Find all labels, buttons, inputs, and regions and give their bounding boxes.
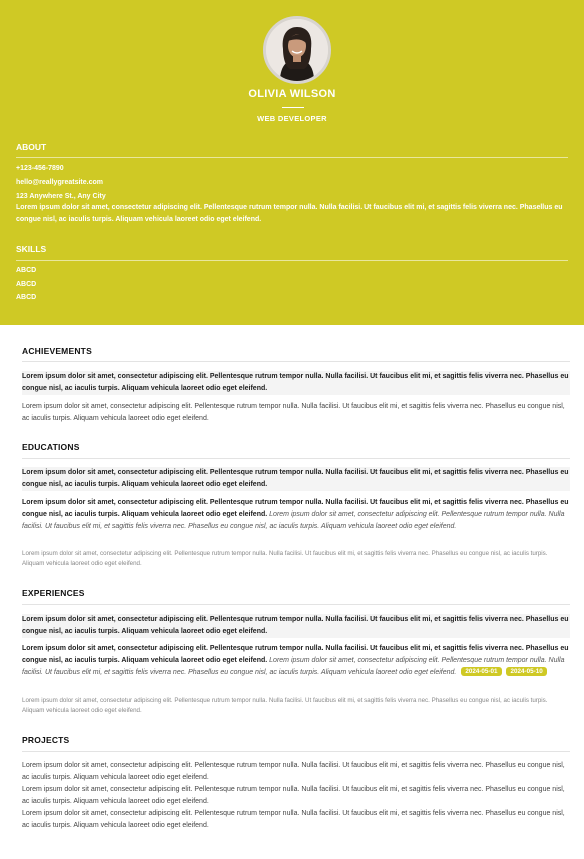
- experience-entry: [22, 643, 570, 678]
- project-item: Lorem ipsum dolor sit amet, consectetur adipiscing elit. Pellentesque rutrum tempor nulla. Nulla facilisi. Ut faucibus elit mi, et sagittis felis viverra nec. Phasellus eu congue nisl, ac iaculis turpis. Aliquam vehicula laoreet odio eget eleifend.: [22, 762, 565, 781]
- skill-item: ABCD: [16, 294, 37, 301]
- name-divider: [282, 107, 304, 108]
- project-item: Lorem ipsum dolor sit amet, consectetur adipiscing elit. Pellentesque rutrum tempor nulla. Nulla facilisi. Ut faucibus elit mi, et sagittis felis viverra nec. Phasellus eu congue nisl, ac iaculis turpis. Aliquam vehicula laoreet odio eget eleifend.: [22, 786, 565, 805]
- experience-bold-entry: Lorem ipsum dolor sit amet, consectetur adipiscing elit. Pellentesque rutrum tempor nulla. Nulla facilisi. Ut faucibus elit mi, et sagittis felis viverra nec. Phasellus eu congue nisl, ac iaculis turpis. Aliquam vehicula laoreet odio eget eleifend.: [22, 614, 570, 638]
- experiences-divider: [22, 604, 570, 605]
- about-divider: [16, 157, 568, 158]
- experience-entry-title: Lorem ipsum dolor sit amet, consectetur adipiscing elit. Pellentesque rutrum tempor nulla. Nulla facilisi. Ut faucibus elit mi, et sagittis felis viverra nec. Phasellus eu congue nisl, ac iaculis turpis. Aliquam vehicula laoreet odio eget eleifend.: [22, 645, 569, 664]
- educations-divider: [22, 458, 570, 459]
- profile-name: OLIVIA WILSON: [248, 88, 336, 100]
- skills-divider: [16, 260, 568, 261]
- experience-start-date: 2024-05-01: [461, 667, 501, 676]
- achievement-bold-entry: Lorem ipsum dolor sit amet, consectetur adipiscing elit. Pellentesque rutrum tempor nulla. Nulla facilisi. Ut faucibus elit mi, et sagittis felis viverra nec. Phasellus eu congue nisl, ac iaculis turpis. Aliquam vehicula laoreet odio eget eleifend.: [22, 371, 570, 395]
- profile-role: WEB DEVELOPER: [257, 114, 327, 123]
- projects-heading: PROJECTS: [22, 735, 70, 745]
- phone-text: +123-456-7890: [16, 165, 64, 172]
- experience-entry-description: Lorem ipsum dolor sit amet, consectetur adipiscing elit. Pellentesque rutrum tempor nulla. Nulla facilisi. Ut faucibus elit mi, et sagittis felis viverra nec. Phasellus eu congue nisl, ac iaculis turpis. Aliquam vehicula laoreet odio eget eleifend.: [22, 656, 565, 676]
- achievement-entry: Lorem ipsum dolor sit amet, consectetur adipiscing elit. Pellentesque rutrum tempor nulla. Nulla facilisi. Ut faucibus elit mi, et sagittis felis viverra nec. Phasellus eu congue nisl, ac iaculis turpis. Aliquam vehicula laoreet odio eget eleifend.: [22, 403, 565, 422]
- skill-item: ABCD: [16, 281, 37, 288]
- experience-small-entry: Lorem ipsum dolor sit amet, consectetur adipiscing elit. Pellentesque rutrum tempor nulla. Nulla facilisi. Ut faucibus elit mi, et sagittis felis viverra nec. Phasellus eu congue nisl, ac iaculis turpis. Aliquam vehicula laoreet odio eget eleifend.: [22, 697, 548, 714]
- about-bio: Lorem ipsum dolor sit amet, consectetur adipiscing elit. Pellentesque rutrum tempor nulla. Nulla facilisi. Ut faucibus elit mi, et sagittis felis viverra nec. Phasellus eu congue nisl, ac iaculis turpis. Aliquam vehicula laoreet odio eget eleifend.: [16, 204, 563, 223]
- experience-end-date: 2024-05-10: [506, 667, 546, 676]
- resume-header: [0, 0, 584, 325]
- address-text: 123 Anywhere St., Any City: [16, 193, 106, 200]
- skills-heading: SKILLS: [16, 244, 47, 254]
- avatar: [263, 16, 331, 84]
- experiences-heading: EXPERIENCES: [22, 588, 85, 598]
- achievements-heading: ACHIEVEMENTS: [22, 346, 92, 356]
- educations-heading: EDUCATIONS: [22, 442, 80, 452]
- education-entry: [22, 497, 570, 532]
- email-text: hello@reallygreatsite.com: [16, 179, 103, 186]
- education-entry-title: Lorem ipsum dolor sit amet, consectetur adipiscing elit. Pellentesque rutrum tempor nulla. Nulla facilisi. Ut faucibus elit mi, et sagittis felis viverra nec. Phasellus eu congue nisl, ac iaculis turpis. Aliquam vehicula laoreet odio eget eleifend.: [22, 499, 569, 518]
- education-entry-description: Lorem ipsum dolor sit amet, consectetur adipiscing elit. Pellentesque rutrum tempor nulla. Nulla facilisi. Ut faucibus elit mi, et sagittis felis viverra nec. Phasellus eu congue nisl, ac iaculis turpis. Aliquam vehicula laoreet odio eget eleifend.: [22, 510, 565, 530]
- education-bold-entry: Lorem ipsum dolor sit amet, consectetur adipiscing elit. Pellentesque rutrum tempor nulla. Nulla facilisi. Ut faucibus elit mi, et sagittis felis viverra nec. Phasellus eu congue nisl, ac iaculis turpis. Aliquam vehicula laoreet odio eget eleifend.: [22, 467, 570, 491]
- projects-divider: [22, 751, 570, 752]
- achievements-divider: [22, 361, 570, 362]
- about-heading: ABOUT: [16, 142, 47, 152]
- project-item: Lorem ipsum dolor sit amet, consectetur adipiscing elit. Pellentesque rutrum tempor nulla. Nulla facilisi. Ut faucibus elit mi, et sagittis felis viverra nec. Phasellus eu congue nisl, ac iaculis turpis. Aliquam vehicula laoreet odio eget eleifend.: [22, 810, 565, 829]
- education-small-entry: Lorem ipsum dolor sit amet, consectetur adipiscing elit. Pellentesque rutrum tempor nulla. Nulla facilisi. Ut faucibus elit mi, et sagittis felis viverra nec. Phasellus eu congue nisl, ac iaculis turpis. Aliquam vehicula laoreet odio eget eleifend.: [22, 550, 548, 567]
- profile-photo-icon: [266, 19, 328, 81]
- skill-item: ABCD: [16, 267, 37, 274]
